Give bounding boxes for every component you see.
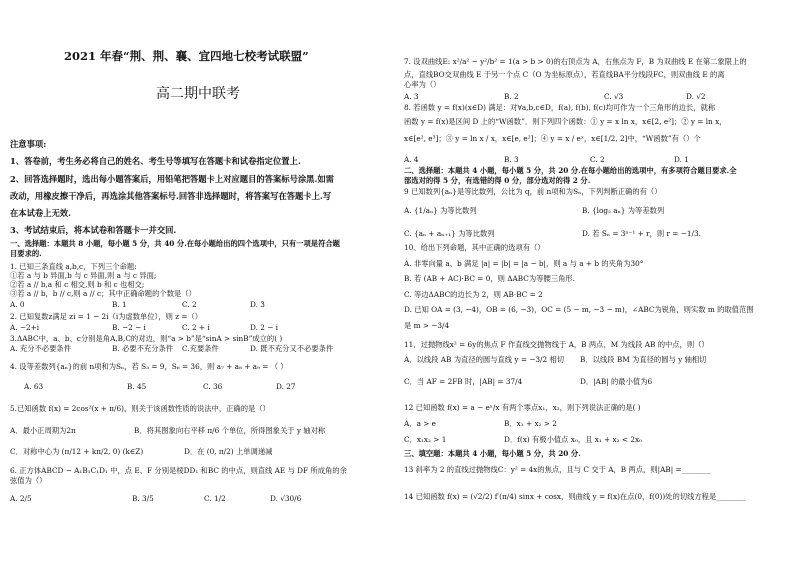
question-1: 1. 已知三条直线 a,b,c，下列三个命题: xyxy=(10,262,137,271)
option-d: D．|AB| 的最小值为6 xyxy=(580,377,653,386)
option-d: D. 3 xyxy=(250,300,265,309)
option-c: C.充要条件 xyxy=(182,344,219,353)
question-4: 4. 设等差数列{aₙ}的前 n项和为Sₙ，若 S₃ = 9，S₆ = 36，则 a₇ + a₈ + a₉ = （ ） xyxy=(10,362,288,371)
section-heading: 三、填空题：本题共 4 小题，每小题 5 分，共 20 分. xyxy=(404,449,581,458)
option-d: D. 27 xyxy=(276,382,296,391)
option-b: B. {log₂ aₙ} 为等差数列 xyxy=(582,206,665,215)
question-10: 10、给出下列命题，其中正确的选项有（） xyxy=(404,243,545,252)
option-a: A．以线段 AB 为直径的圆与直线 y = −3/2 相切 xyxy=(404,355,565,364)
option-d: D．在 (0, π/2) 上单调递减 xyxy=(184,447,273,456)
section-heading: 二、选择题：本题共 4 小题，每小题 5 分，共 20 分.在每小题给出的选项中，有多项符合题目要求.全 xyxy=(404,166,737,175)
question-12: 12 已知函数 f(x) = a − eˣ/x 有两个零点x₁，x₂，则下列说法正确的是( ) xyxy=(404,403,641,412)
option-c: C. {aₙ + aₙ₊₁} 为等比数列 xyxy=(404,229,495,238)
option-c: C. √3 xyxy=(604,92,624,101)
question-13: 13 斜率为 2 的直线过抛物线C：y² = 4x的焦点，且与 C 交于 A，B 两点，则|AB| =________ xyxy=(404,465,711,474)
option-d: D. 已知 OA = (3, −4)，OB = (6, −3)，OC = (5 − m, −3 − m)，∠ABC为锐角，则实数 m 的取值范围 xyxy=(404,305,754,314)
note-line: 在本试卷上无效. xyxy=(10,208,71,218)
option-a: A. 3 xyxy=(404,92,419,101)
option-c: C. 36 xyxy=(203,382,223,391)
option-b: B. 若 (AB + AC)·BC = 0，则 ΔABC为等腰三角形. xyxy=(404,274,575,283)
question-line: 点，直线BO交双曲线 E 于另一个点 C（O 为坐标原点），若直线BA平分线段FC，则双曲线 E 的离 xyxy=(404,70,725,79)
section-heading: 部选对的得 5 分，有选错的得 0 分，部分选对的得 2 分. xyxy=(404,176,591,185)
option-b: B. 45 xyxy=(127,382,147,391)
option-d: D. √2 xyxy=(686,92,706,101)
option-b: B. 2 xyxy=(504,92,519,101)
option-d: D．f(x) 有极小值点 x₀，且 x₁ + x₂ < 2x₀ xyxy=(504,435,643,444)
note-line: 3、考试结束后，将本试卷和答题卡一并交回. xyxy=(10,225,177,235)
option-a: A．最小正周期为2π xyxy=(10,426,76,435)
question-line: ①若 a 与 b 异面,b 与 c 异面,则 a 与 c 异面; xyxy=(10,271,157,280)
option-d: D. 若 Sₙ = 3ⁿ⁻¹ + r，则 r = −1/3. xyxy=(582,229,701,238)
question-3: 3.ΔABC中，a、b、c分别是角A,B,C的对边，则“a > b”是“sinA > sinB”成立的( ) xyxy=(10,334,283,343)
option-b: B. 3/5 xyxy=(132,494,154,503)
note-line: 2、回答选择题时，选出每小题答案后，用铅笔把答题卡上对应题目的答案标号涂黑.如需 xyxy=(10,174,334,184)
option-b: B．以线段 BM 为直径的圆与 y 轴相切 xyxy=(580,355,707,364)
notes-heading: 注意事项: xyxy=(10,139,47,149)
option-c: C．当 AF = 2FB 时，|AB| = 37/4 xyxy=(404,377,523,386)
question-14: 14 已知函数 f(x) = (√2/2) f′(π/4) sinx + cosx，则曲线 y = f(x)在点(0，f(0))处的切线方程是________ xyxy=(404,492,746,501)
option-c: C．对称中心为 (π/12 + kπ/2, 0) (k∈Z) xyxy=(10,447,144,456)
option-b: B．将其图象向右平移 π/6 个单位，所得图象关于 y 轴对称 xyxy=(134,426,326,435)
option-a: A. 63 xyxy=(24,382,44,391)
option-a: A. 0 xyxy=(10,300,25,309)
note-line: 1、答卷前，考生务必将自己的姓名、考生号等填写在答题卡和试卷指定位置上. xyxy=(10,156,301,166)
note-line: 改动，用橡皮擦干净后，再选涂其他答案标号.回答非选择题时，将答案写在答题卡上.写 xyxy=(10,191,332,201)
question-line: ③若 a // b，b // c,则 a // c；其中正确命题的个数是（） xyxy=(10,289,196,298)
question-11: 11．过抛物线x² = 6y的焦点 F 作直线交抛物线于 A，B 两点，M 为线段 AB 的中点，则（） xyxy=(404,340,709,349)
option-c: C. 2 xyxy=(182,300,197,309)
question-line: x∈[e², e³]；③ y = ln x / x，x∈[e, e²]；④ y = x / eˣ，x∈[1/2, 2]中，“W函数”有（）个 xyxy=(404,134,701,143)
option-d: D. 1 xyxy=(674,155,689,164)
question-8: 8. 若函数 y = f(x)(x∈D) 满足：对∀a,b,c∈D，f(a), f(b), f(c)均可作为一个三角形的边长，就称 xyxy=(404,103,716,112)
option-d: D. √30/6 xyxy=(270,494,302,503)
option-b: B. −2 − i xyxy=(112,323,146,332)
section-heading: 一、选择题：本题共 8 小题，每小题 5 分，共 40 分.在每小题给出的四个选项中，只有一项是符合题 xyxy=(10,239,340,248)
option-a: A. −2+i xyxy=(10,323,40,332)
exam-subtitle: 高二期中联考 xyxy=(156,86,240,102)
section-heading: 目要求的. xyxy=(10,249,42,258)
question-line: 弦值为（） xyxy=(10,476,47,485)
option-a: A. 充分不必要条件 xyxy=(10,344,71,353)
exam-title: 2021 年春“荆、荆、襄、宜四地七校考试联盟” xyxy=(64,49,309,63)
question-2: 2. 已知复数z满足 zi = 1 − 2i（i为虚数单位），则 z =（） xyxy=(10,312,203,321)
question-9: 9 已知数列{aₙ}是等比数列，公比为 q，前 n项和为Sₙ，下列判断正确的有（） xyxy=(404,187,662,196)
option-a: A. 非零向量 a、b 满足 |a| = |b| = |a − b|，则 a 与 a + b 的夹角为30° xyxy=(404,259,644,268)
option-b: B. 必要不充分条件 xyxy=(112,344,174,353)
option-a: A. {1/aₙ} 为等比数列 xyxy=(404,206,477,215)
option-c: C. 2 + i xyxy=(182,323,210,332)
question-7: 7. 设双曲线E: x²/a² − y²/b² = 1(a > b > 0)的右顶点为 A，右焦点为 F，B 为双曲线 E 在第二象限上的 xyxy=(404,57,747,66)
option-d: D. 既不充分又不必要条件 xyxy=(250,344,334,353)
question-line: 是 m > −3/4 xyxy=(404,321,450,330)
question-line: 心率为（） xyxy=(404,80,441,89)
option-c: C. 2 xyxy=(590,155,605,164)
option-a: A. 4 xyxy=(404,155,419,164)
question-6: 6. 正方体ABCD − A₁B₁C₁D₁ 中，点 E、F 分别是棱DD₁ 和BC 的中点，则直线 AE 与 DF 所成角的余 xyxy=(10,466,347,475)
option-a: A．a > e xyxy=(404,419,436,428)
option-b: B. 1 xyxy=(112,300,127,309)
option-c: C. 等边ΔABC的边长为 2，则 AB·BC = 2 xyxy=(404,290,543,299)
question-line: 函数 y = f(x)是区间 D 上的“W函数”．则下列四个函数：① y = x ln x，x∈[2, e²]；② y = ln x， xyxy=(404,117,727,126)
question-line: ②若 a // b,a 和 c 相交,则 b 和 c 也相交; xyxy=(10,280,145,289)
option-b: B．x₁ + x₂ > 2 xyxy=(504,419,557,428)
option-b: B. 3 xyxy=(504,155,519,164)
option-c: C. 1/2 xyxy=(204,494,226,503)
option-c: C．x₁x₂ > 1 xyxy=(404,435,447,444)
option-d: D. 2 − i xyxy=(250,323,278,332)
question-5: 5.已知函数 f(x) = 2cos²(x + π/6)，则关于该函数性质的说法中，正确的是（） xyxy=(10,404,270,413)
option-a: A. 2/5 xyxy=(10,494,32,503)
